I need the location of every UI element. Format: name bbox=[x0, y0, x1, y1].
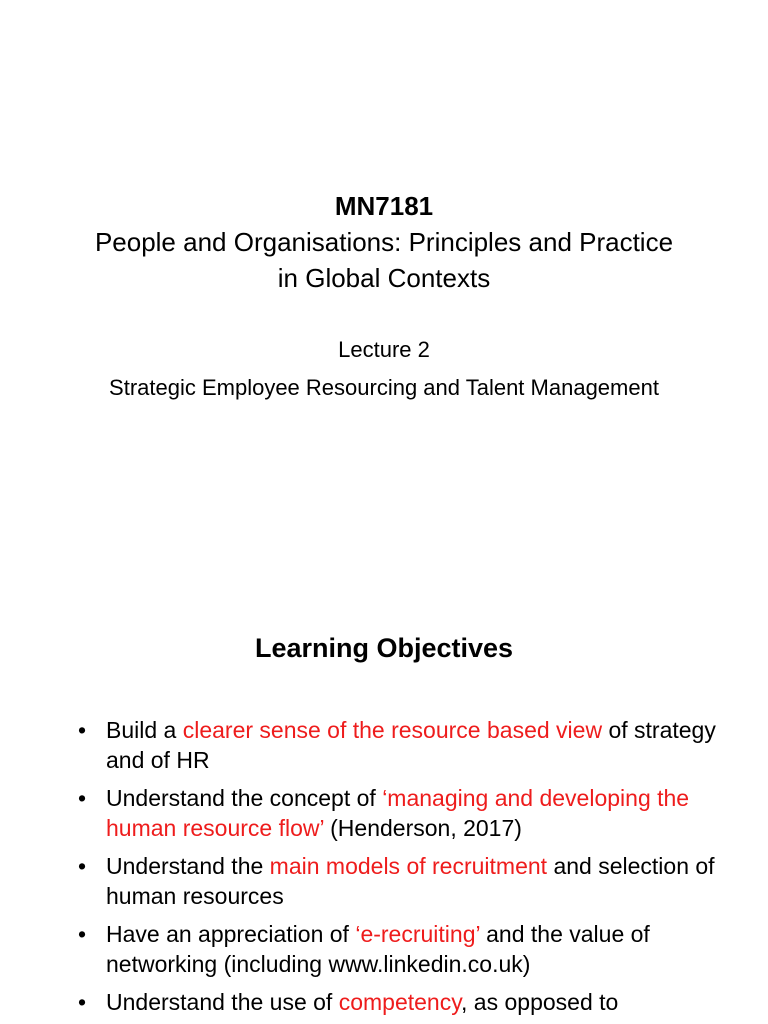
lecture-label: Lecture 2 bbox=[338, 337, 430, 362]
objective-highlight: competency bbox=[338, 989, 462, 1015]
objectives-heading: Learning Objectives bbox=[254, 633, 514, 663]
objectives-list bbox=[78, 715, 728, 1024]
objective-highlight: ‘e-recruiting’ bbox=[355, 921, 480, 947]
objective-item bbox=[78, 987, 728, 1017]
title-slide bbox=[0, 190, 768, 404]
objective-highlight: clearer sense of the resource based view bbox=[182, 717, 603, 743]
bullet-icon: • bbox=[78, 785, 87, 811]
objective-text: Understand the bbox=[106, 853, 270, 879]
objective-text: and the value of networking (including www.linkedin.co.uk) bbox=[106, 921, 650, 977]
course-title: People and Organisations: Principles and Practice in Global Contexts bbox=[94, 227, 674, 293]
bullet-icon: • bbox=[78, 921, 87, 947]
bullet-icon: • bbox=[78, 853, 87, 879]
objective-item bbox=[78, 851, 728, 911]
bullet-icon: • bbox=[78, 989, 87, 1015]
objective-text: of strategy and of HR bbox=[106, 717, 716, 773]
bullet-icon: • bbox=[78, 717, 87, 743]
objective-text: Build a bbox=[106, 717, 183, 743]
objective-text: , as opposed to bbox=[461, 989, 619, 1015]
objective-item bbox=[78, 919, 728, 979]
objective-highlight: main models of recruitment bbox=[269, 853, 548, 879]
objective-highlight: ‘managing and developing the human resource flow’ bbox=[106, 785, 690, 841]
objective-text: Understand the use of bbox=[106, 989, 339, 1015]
lecture-topic: Strategic Employee Resourcing and Talent Management bbox=[109, 375, 659, 400]
objective-text: (Henderson, 2017) bbox=[323, 815, 522, 841]
objective-text: and selection of human resources bbox=[106, 853, 715, 909]
course-code: MN7181 bbox=[334, 191, 434, 221]
objective-text: Have an appreciation of bbox=[106, 921, 356, 947]
objective-item bbox=[78, 715, 728, 775]
objective-text: Understand the concept of bbox=[106, 785, 383, 811]
objective-item bbox=[78, 783, 728, 843]
